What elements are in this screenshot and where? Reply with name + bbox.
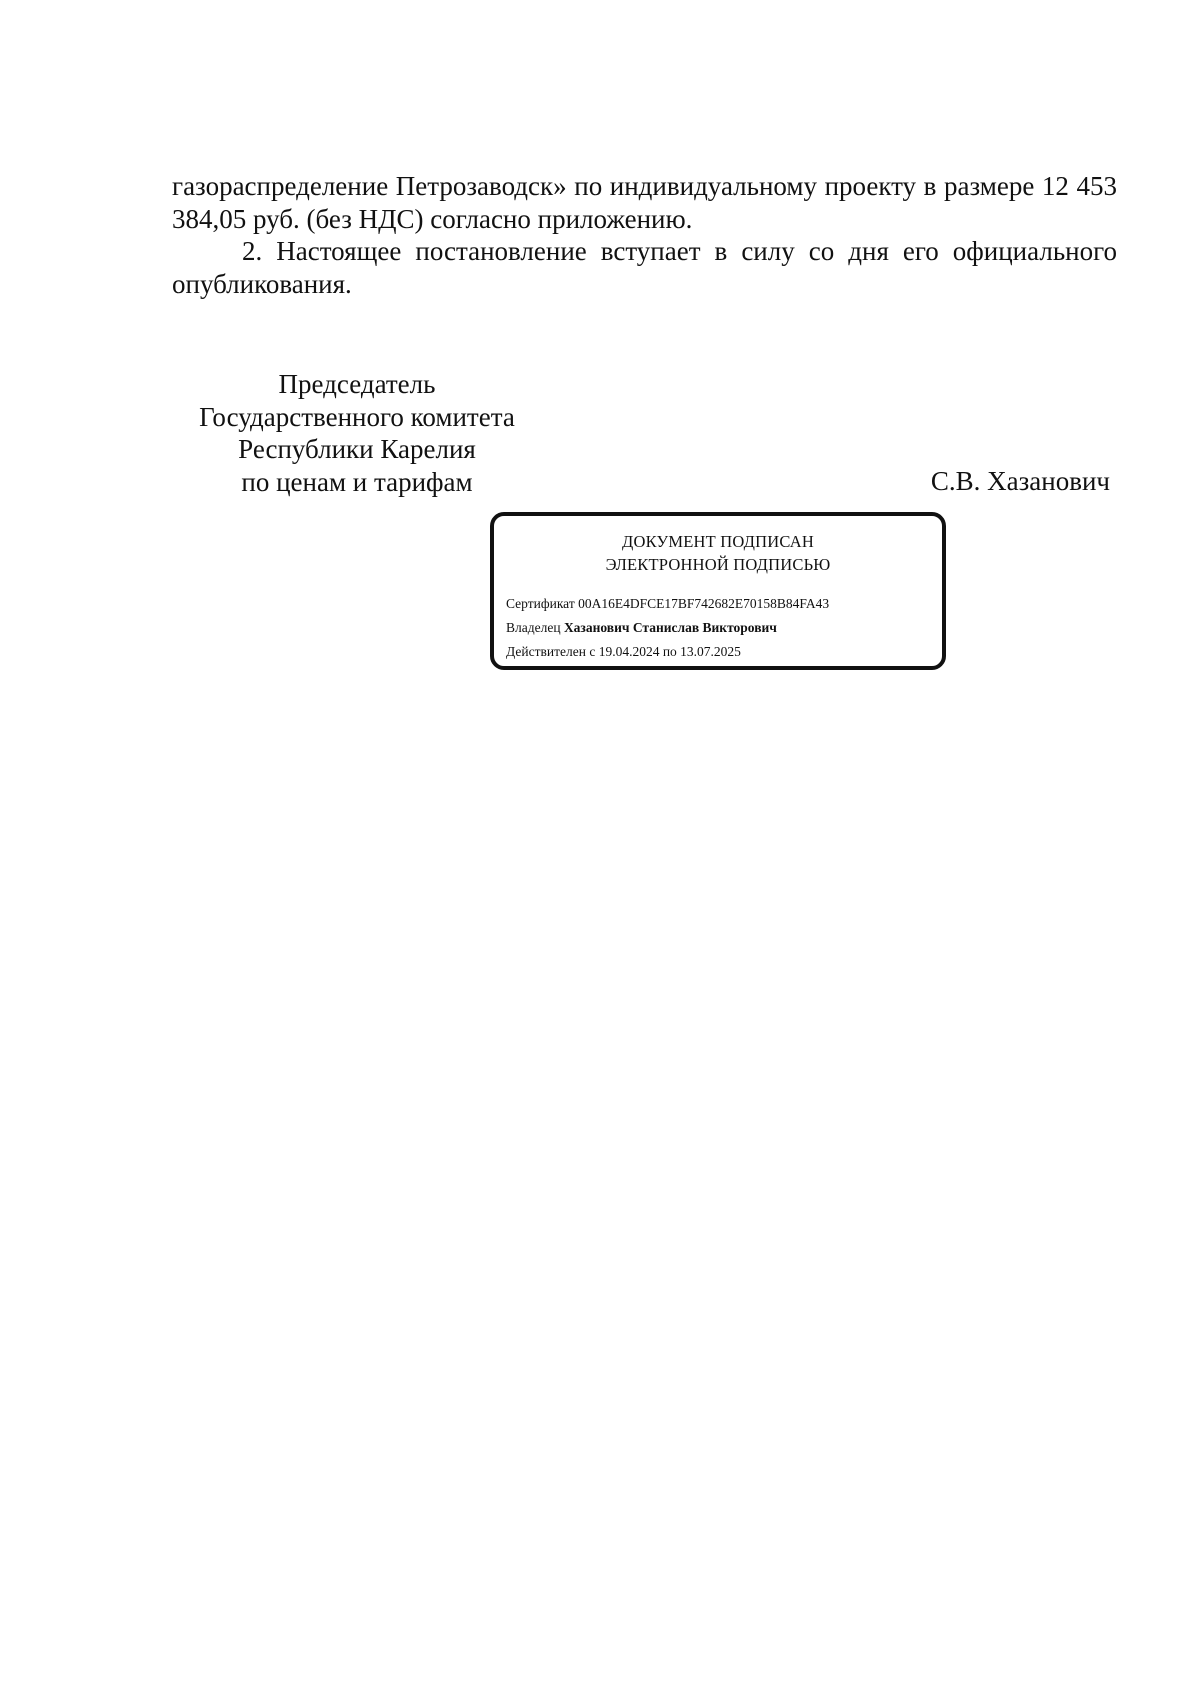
stamp-certificate-row xyxy=(506,592,829,616)
document-body xyxy=(172,170,1117,300)
electronic-signature-stamp xyxy=(490,512,946,670)
paragraph-effective-date: 2. Настоящее постановление вступает в силу со дня его официального опубликования. xyxy=(172,236,1117,299)
signer-name: С.В. Хазанович xyxy=(930,466,1110,496)
signatory-title xyxy=(172,368,542,498)
stamp-owner-row xyxy=(506,616,829,640)
owner-value: Хазанович Станислав Викторович xyxy=(563,620,777,635)
validity-to-prefix: по xyxy=(662,644,677,659)
paragraph-continuation: газораспределение Петрозаводск» по индивидуальному проекту в размере 12 453 384,05 руб. (без НДС) согласно приложению. xyxy=(172,171,1117,234)
stamp-title xyxy=(494,530,942,576)
validity-to: 13.07.2025 xyxy=(680,644,741,659)
validity-from: 19.04.2024 xyxy=(598,644,660,659)
owner-label: Владелец xyxy=(506,620,561,635)
signatory-title-line: Председатель xyxy=(278,369,436,399)
stamp-validity-row xyxy=(506,640,829,664)
certificate-label: Сертификат xyxy=(506,596,575,611)
validity-from-prefix: с xyxy=(589,644,596,659)
signatory-title-line: Государственного комитета xyxy=(199,401,515,432)
stamp-title-line: ДОКУМЕНТ ПОДПИСАН xyxy=(622,532,814,551)
certificate-value: 00A16E4DFCE17BF742682E70158B84FA43 xyxy=(578,596,830,611)
signatory-title-line: по ценам и тарифам xyxy=(241,466,473,497)
validity-label: Действителен xyxy=(506,644,586,659)
stamp-title-line: ЭЛЕКТРОННОЙ ПОДПИСЬЮ xyxy=(605,555,831,574)
signatory-title-line: Республики Карелия xyxy=(238,434,476,464)
stamp-details xyxy=(506,592,829,664)
